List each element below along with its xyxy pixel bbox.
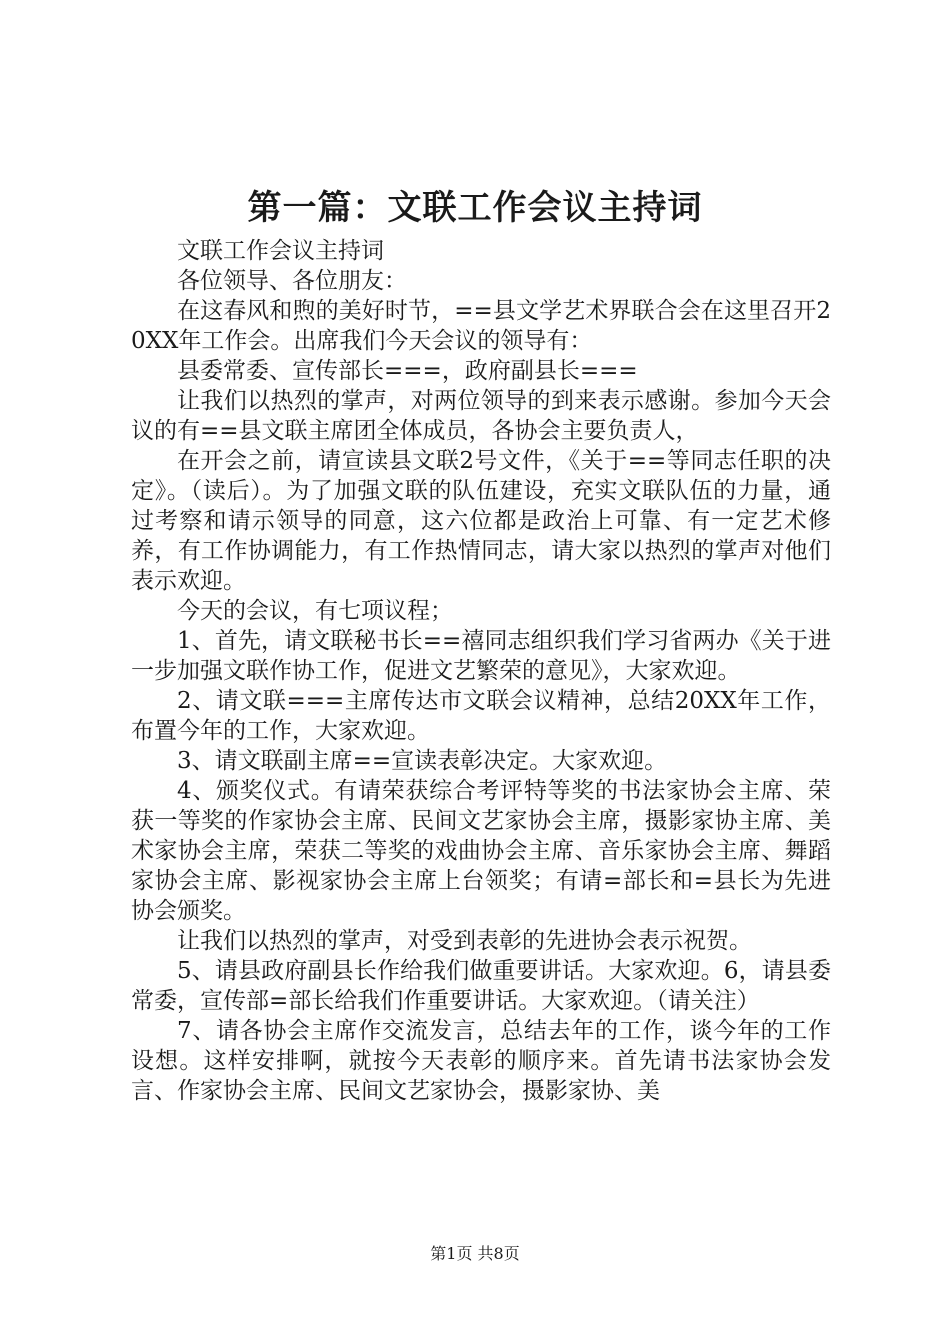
paragraph: 2、请文联===主席传达市文联会议精神，总结20XX年工作，布置今年的工作，大家欢迎。 [131,688,831,744]
paragraph: 7、请各协会主席作交流发言，总结去年的工作，谈今年的工作设想。这样安排啊，就按今天表彰的顺序来。首先请书法家协会发言、作家协会主席、民间文艺家协会，摄影家协、美 [131,1018,831,1104]
paragraph: 5、请县政府副县长作给我们做重要讲话。大家欢迎。6，请县委常委，宣传部=部长给我们作重要讲话。大家欢迎。（请关注） [131,958,831,1014]
paragraph: 让我们以热烈的掌声，对两位领导的到来表示感谢。参加今天会议的有==县文联主席团全体成员，各协会主要负责人， [131,388,831,444]
document-title: 第一篇：文联工作会议主持词 [247,188,703,228]
paragraph: 让我们以热烈的掌声，对受到表彰的先进协会表示祝贺。 [177,928,752,954]
paragraph: 在这春风和煦的美好时节，==县文学艺术界联合会在这里召开20XX年工作会。出席我们今天会议的领导有： [131,298,831,354]
paragraph: 在开会之前，请宣读县文联2号文件，《关于==等同志任职的决定》。（读后）。为了加强文联的队伍建设，充实文联队伍的力量，通过考察和请示领导的同意，这六位都是政治上可靠、有一定艺术修养，有工作协调能力，有工作热情同志，请大家以热烈的掌声对他们表示欢迎。 [131,448,831,594]
paragraph: 今天的会议，有七项议程； [177,598,453,624]
paragraph: 县委常委、宣传部长===，政府副县长=== [177,358,638,384]
paragraph: 3、请文联副主席==宣读表彰决定。大家欢迎。 [177,748,668,774]
page-footer: 第1页 共8页 [430,1244,520,1263]
paragraph: 各位领导、各位朋友： [177,268,407,294]
paragraph: 4、颁奖仪式。有请荣获综合考评特等奖的书法家协会主席、荣获一等奖的作家协会主席、民间文艺家协会主席，摄影家协主席、美术家协会主席，荣获二等奖的戏曲协会主席、音乐家协会主席、舞蹈家协会主席、影视家协会主席上台领奖；有请=部长和=县长为先进协会颁奖。 [131,778,831,924]
paragraph: 文联工作会议主持词 [177,238,384,264]
paragraph: 1、首先，请文联秘书长==禧同志组织我们学习省两办《关于进一步加强文联作协工作，促进文艺繁荣的意见》，大家欢迎。 [131,628,831,684]
document-body [131,236,831,1106]
